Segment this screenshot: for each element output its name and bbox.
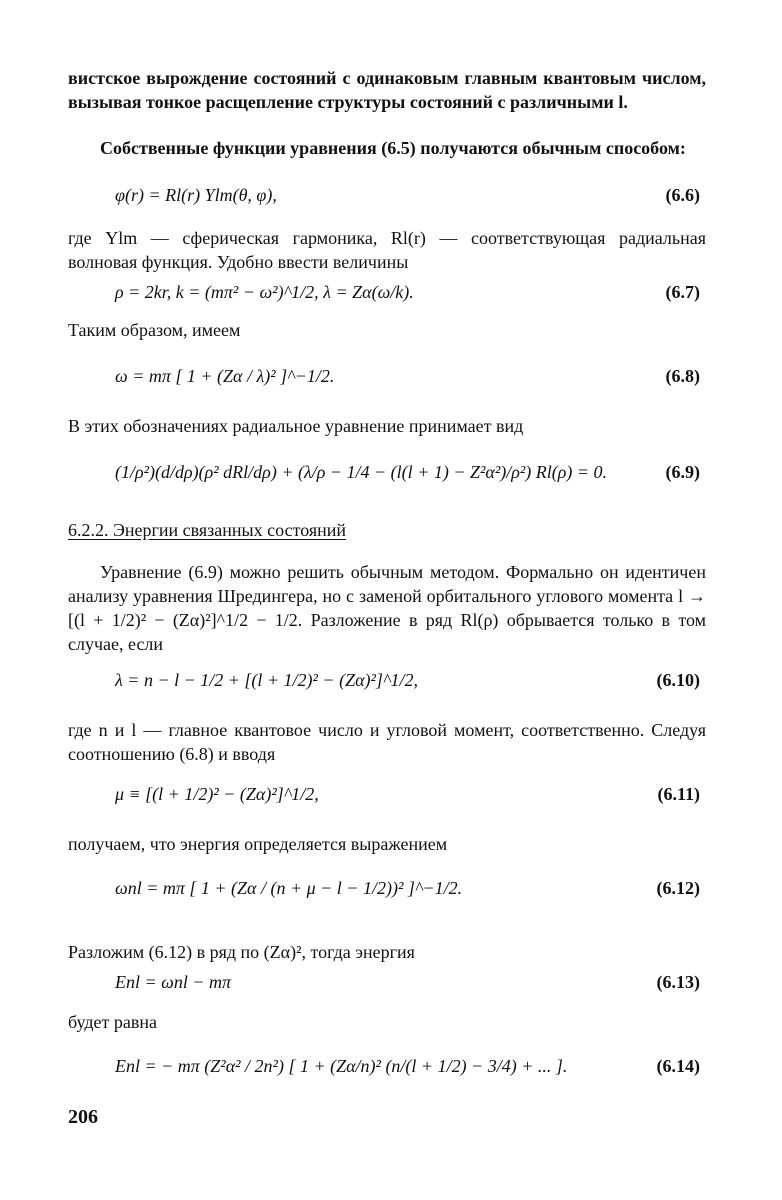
equation-body: φ(r) = Rl(r) Ylm(θ, φ), bbox=[115, 184, 277, 205]
equation-6-12 bbox=[115, 860, 700, 916]
section-heading: 6.2.2. Энергии связанных состояний bbox=[68, 520, 347, 540]
equation-number: (6.13) bbox=[656, 971, 700, 992]
paragraph-7: где n и l — главное квантовое число и угловой момент, соответственно. Следуя соотношению (6.8) и вводя bbox=[68, 720, 706, 764]
paragraph-8: получаем, что энергия определяется выражением bbox=[68, 834, 448, 854]
equation-number: (6.9) bbox=[665, 461, 700, 482]
equation-body: ωnl = mπ [ 1 + (Zα / (n + μ − l − 1/2))² ]^−1/2. bbox=[115, 877, 463, 898]
equation-number: (6.11) bbox=[657, 783, 700, 804]
equation-body: (1/ρ²)(d/dρ)(ρ² dRl/dρ) + (λ/ρ − 1/4 − (l(l + 1) − Z²α²)/ρ²) Rl(ρ) = 0. bbox=[115, 461, 608, 482]
paragraph-3: где Ylm — сферическая гармоника, Rl(r) — соответствующая радиальная волновая функция. Удобно ввести величины bbox=[68, 228, 706, 272]
equation-body: ω = mπ [ 1 + (Zα / λ)² ]^−1/2. bbox=[115, 365, 335, 386]
equation-body: Enl = ωnl − mπ bbox=[115, 971, 232, 992]
paragraph-5: В этих обозначениях радиальное уравнение принимает вид bbox=[68, 416, 524, 436]
paragraph-1: вистское вырождение состояний с одинаковым главным квантовым числом, вызывая тонкое расщепление структуры состояний с различными l. bbox=[68, 68, 706, 112]
equation-6-7 bbox=[115, 272, 700, 312]
equation-body: Enl = − mπ (Z²α² / 2n²) [ 1 + (Zα/n)² (n/(l + 1/2) − 3/4) + ... ]. bbox=[115, 1055, 568, 1076]
equation-number: (6.10) bbox=[656, 669, 700, 690]
equation-6-9 bbox=[115, 444, 700, 500]
equation-body: λ = n − l − 1/2 + [(l + 1/2)² − (Zα)²]^1/2, bbox=[115, 669, 419, 690]
equation-number: (6.12) bbox=[656, 877, 700, 898]
equation-number: (6.6) bbox=[665, 184, 700, 205]
equation-6-13 bbox=[115, 962, 700, 1002]
paragraph-4: Таким образом, имеем bbox=[68, 320, 241, 340]
equation-6-11 bbox=[115, 766, 700, 822]
equation-number: (6.7) bbox=[665, 281, 700, 302]
equation-body: ρ = 2kr, k = (mπ² − ω²)^1/2, λ = Zα(ω/k). bbox=[115, 281, 414, 302]
paragraph-10: будет равна bbox=[68, 1012, 157, 1032]
equation-number: (6.14) bbox=[656, 1055, 700, 1076]
equation-number: (6.8) bbox=[665, 365, 700, 386]
paragraph-6: Уравнение (6.9) можно решить обычным методом. Формально он идентичен анализу уравнения Шредингера, но с заменой орбитального углового момента l → [(l + 1/2)² − (Zα)²]^1/2 − 1/2. Разложение в ряд Rl(ρ) обрывается только в том случае, если bbox=[68, 562, 706, 654]
equation-6-8 bbox=[115, 348, 700, 404]
paragraph-2: Собственные функции уравнения (6.5) получаются обычным способом: bbox=[100, 138, 686, 158]
equation-body: μ ≡ [(l + 1/2)² − (Zα)²]^1/2, bbox=[115, 783, 319, 804]
page-number: 206 bbox=[68, 1106, 98, 1128]
equation-6-6 bbox=[115, 175, 700, 215]
equation-6-10 bbox=[115, 652, 700, 708]
paragraph-9: Разложим (6.12) в ряд по (Zα)², тогда энергия bbox=[68, 942, 415, 962]
equation-6-14 bbox=[115, 1038, 700, 1094]
